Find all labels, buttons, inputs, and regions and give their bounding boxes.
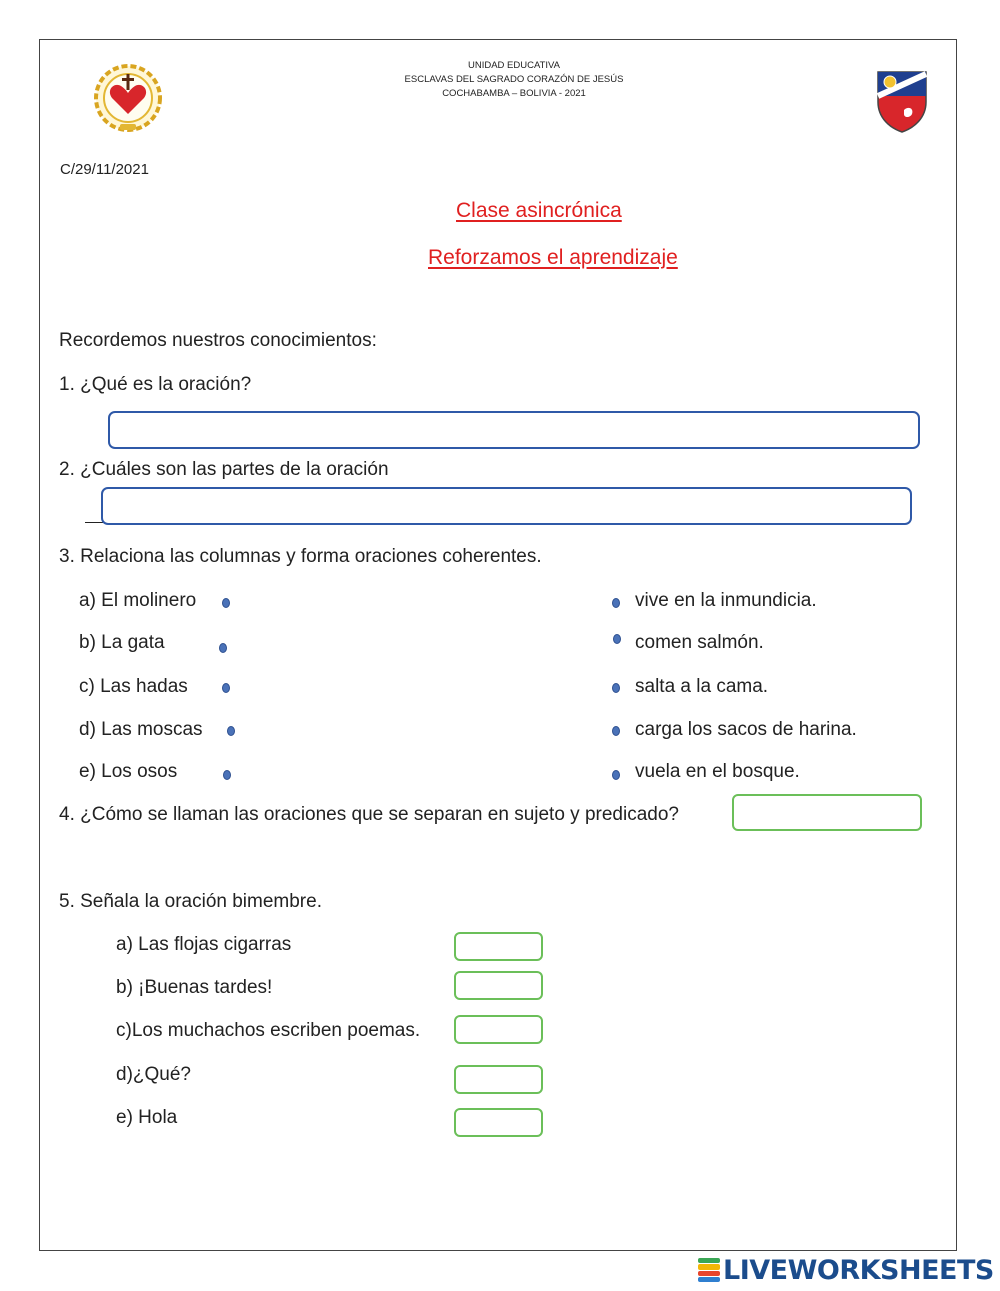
question-4: 4. ¿Cómo se llaman las oraciones que se separan en sujeto y predicado? [59, 804, 679, 825]
q2-answer-field[interactable] [101, 487, 912, 525]
match-right-item: comen salmón. [635, 632, 764, 653]
school-location-line: COCHABAMBA – BOLIVIA - 2021 [442, 88, 586, 99]
option-answer-box[interactable] [454, 971, 543, 1000]
match-left-dot[interactable] [219, 643, 227, 653]
match-right-item: vuela en el bosque. [635, 761, 800, 782]
date-label: C/29/11/2021 [60, 161, 149, 178]
option-answer-box[interactable] [454, 932, 543, 961]
match-left-item: e) Los osos [79, 761, 178, 782]
option-label: b) ¡Buenas tardes! [116, 977, 273, 998]
option-answer-box[interactable] [454, 1108, 543, 1137]
school-name-line: UNIDAD EDUCATIVA [467, 60, 561, 71]
option-label: d)¿Qué? [116, 1064, 191, 1085]
match-right-dot[interactable] [612, 770, 620, 780]
match-left-dot[interactable] [227, 726, 235, 736]
option-label: c)Los muchachos escriben poemas. [116, 1020, 421, 1041]
option-label: e) Hola [116, 1107, 178, 1128]
option-answer-box[interactable] [454, 1065, 543, 1094]
match-left-item: c) Las hadas [79, 676, 188, 697]
match-right-item: salta a la cama. [635, 676, 769, 697]
match-right-item: vive en la inmundicia. [635, 590, 817, 611]
page-subtitle: Reforzamos el aprendizaje [428, 246, 678, 269]
match-left-item: d) Las moscas [79, 719, 203, 740]
match-left-dot[interactable] [223, 770, 231, 780]
match-left-dot[interactable] [222, 598, 230, 608]
match-right-dot[interactable] [612, 598, 620, 608]
intro-text: Recordemos nuestros conocimientos: [59, 330, 377, 351]
sacred-heart-logo-icon [92, 62, 164, 134]
school-congregation-line: ESCLAVAS DEL SAGRADO CORAZÓN DE JESÚS [404, 74, 624, 85]
question-5: 5. Señala la oración bimembre. [59, 891, 322, 912]
option-answer-box[interactable] [454, 1015, 543, 1044]
brand-name: LIVEWORKSHEETS [723, 1254, 994, 1286]
match-left-dot[interactable] [222, 683, 230, 693]
match-right-item: carga los sacos de harina. [635, 719, 857, 740]
question-1: 1. ¿Qué es la oración? [59, 374, 252, 395]
liveworksheets-brand [698, 1256, 994, 1284]
option-label: a) Las flojas cigarras [116, 934, 292, 955]
question-3: 3. Relaciona las columnas y forma oraciones coherentes. [59, 546, 542, 567]
match-right-dot[interactable] [613, 634, 621, 644]
match-right-dot[interactable] [612, 726, 620, 736]
school-shield-icon [870, 66, 934, 134]
match-left-item: a) El molinero [79, 590, 197, 611]
q1-answer-field[interactable] [108, 411, 920, 449]
q4-answer-field[interactable] [732, 794, 922, 831]
match-right-dot[interactable] [612, 683, 620, 693]
page-title: Clase asincrónica [456, 199, 622, 222]
match-left-item: b) La gata [79, 632, 165, 653]
question-2: 2. ¿Cuáles son las partes de la oración [59, 459, 389, 480]
liveworksheets-logo-icon [698, 1258, 720, 1282]
